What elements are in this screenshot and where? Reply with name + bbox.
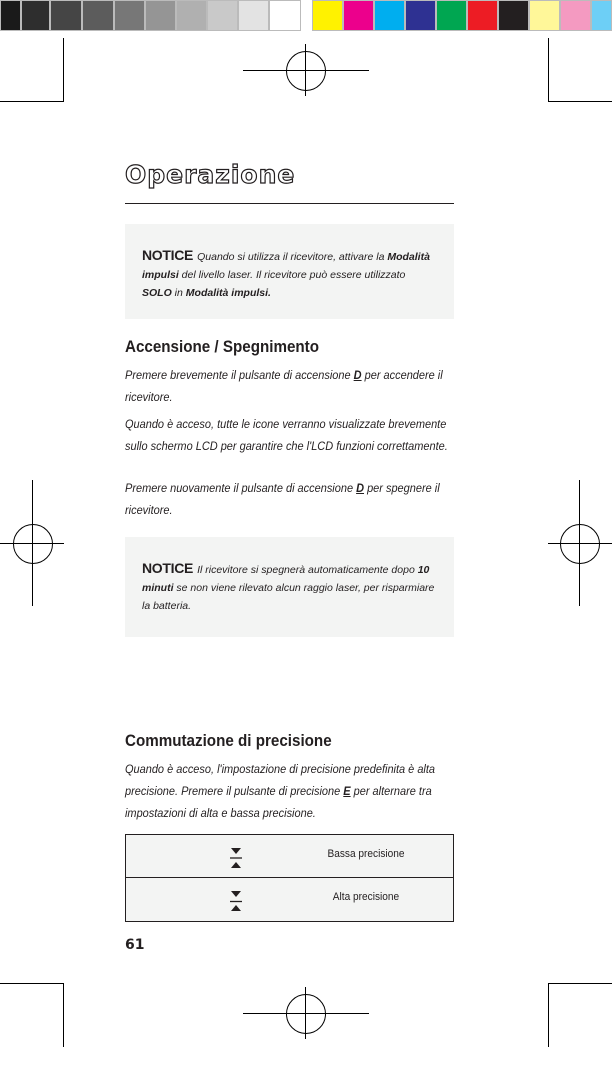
low-precision-icon [229,847,243,869]
color-swatch [0,0,21,31]
color-swatch [145,0,176,31]
high-precision-icon [229,890,243,912]
title-divider [125,203,454,204]
notice-emphasis: 10 minuti [142,564,430,594]
color-swatch [343,0,374,31]
notice-text: Il ricevitore si spegnerà automaticamente dopo [197,564,418,576]
color-swatch [312,0,343,31]
color-swatch [467,0,498,31]
color-calibration-bar [0,0,612,32]
notice-text: in [171,287,186,299]
notice-box-auto-off [125,537,454,637]
color-swatch [591,0,612,31]
page-title: Operazione [125,160,296,189]
notice-label: NOTICE [142,560,194,576]
color-swatch [82,0,114,31]
notice-text: se non viene rilevato alcun raggio laser, per risparmiare la batteria. [142,582,435,612]
paragraph-power-on [125,364,458,408]
paragraph-text: per accendere il ricevitore. [125,368,443,404]
table-row [126,878,453,921]
button-reference-e: E [343,784,351,798]
notice-text: del livello laser. Il ricevitore può essere utilizzato [178,269,406,281]
notice-box-pulse-mode [125,224,454,319]
notice-label: NOTICE [142,247,194,263]
notice-text: Quando si utilizza il ricevitore, attivare la [197,251,388,263]
color-swatch [529,0,560,31]
section-heading-precision: Commutazione di precisione [125,732,332,750]
crop-mark [0,101,64,102]
section-heading-power: Accensione / Spegnimento [125,338,320,356]
paragraph-precision [125,758,458,824]
paragraph-text: Quando è acceso, l'impostazione di precisione predefinita è alta precisione. Premere il pulsante di precisione [125,762,436,798]
paragraph-lcd-test: Quando è acceso, tutte le icone verranno visualizzate brevemente sullo schermo LCD per garantire che l'LCD funzioni correttamente. [125,417,448,453]
button-reference-d: D [353,368,362,382]
paragraph-text: per spegnere il ricevitore. [125,481,440,517]
notice-emphasis: Modalità impulsi. [185,287,271,299]
color-swatch [50,0,82,31]
table-row [126,835,453,878]
crop-mark [548,101,612,102]
notice-emphasis: SOLO [142,287,172,299]
color-swatch [405,0,436,31]
page-number: 61 [125,937,145,953]
notice-emphasis: Modalità impulsi [142,251,430,281]
precision-table [125,834,454,922]
color-swatch [21,0,50,31]
color-swatch [238,0,269,31]
crop-mark [63,983,64,1047]
paragraph-text: Premere nuovamente il pulsante di accensione [125,481,357,495]
color-swatch [114,0,145,31]
color-swatch [374,0,405,31]
paragraph-text: per alternare tra impostazioni di alta e bassa precisione. [125,784,432,820]
color-swatch [436,0,467,31]
color-swatch [498,0,529,31]
button-reference-d: D [356,481,365,495]
precision-label: Bassa precisione [327,848,405,860]
color-swatch [269,0,301,31]
paragraph-power-off [125,477,458,521]
paragraph-text: Premere brevemente il pulsante di accensione [125,368,354,382]
crop-mark [548,38,549,102]
crop-mark [548,983,549,1047]
color-swatch [560,0,591,31]
precision-label: Alta precisione [332,891,400,903]
crop-mark [548,983,612,984]
crop-mark [0,983,64,984]
crop-mark [63,38,64,102]
color-swatch [207,0,238,31]
color-swatch [176,0,207,31]
